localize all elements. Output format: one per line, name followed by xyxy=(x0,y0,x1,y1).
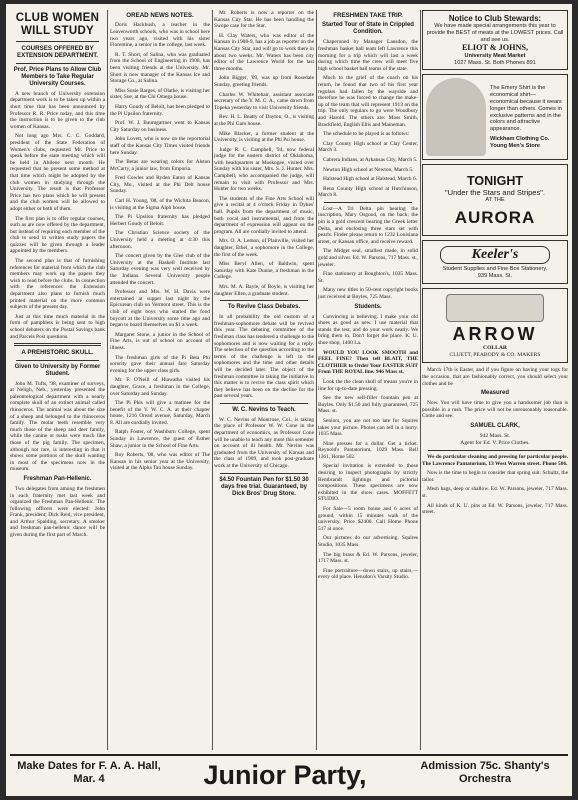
paragraph: A new branch of University extension department work is to be taken up within a short time that has been announced by Professor R. R. Price today, and this time the instruction is to be given to the club women of Kansas. xyxy=(10,90,105,130)
paragraph: In all probability the old custom of a freshman-sophomore debate will be revived this year. The debating committee of the freshman class has tendered a challenge to the sophomores and is now waiting for a reply. The selection of the question according to the terms of the challenge is left to the sophomores and the time and other details will be decided later. The object of the freshman committee in taking the initiative in this matter is to revive the class spirit which they believe has been on the decline for the past several years. xyxy=(214,314,314,400)
paragraph: Halstead High school at Halstead, March 6. xyxy=(323,176,418,183)
paragraph: Mesh bags, deep or shallow. Ed. W. Parsons, jeweler, 717 Mass. st. xyxy=(422,486,568,500)
paragraph: John M. Tufts, '98, examiner of surveys, at Neligh, Neb., yesterday presented the paleontological department with a nearly complete skull of an extinct animal called rhinoceros. The animal was about the size of a sheep and belonged to the rhinoceros family. The molar teeth resemble very much those of the sheep and deer family, while the canine or tusks were much like those of the pig family. The specimen, although not rare, is interesting in that it shows some portions of the skull wanting in most of the specimens now in the museum. xyxy=(10,380,105,473)
clark-agent: Agent for Ed. V. Price Clothes. xyxy=(460,440,530,447)
meat-market-subtitle: University Meat Market xyxy=(464,52,526,59)
paragraph: Mr. Roberts is now a reporter on the Kansas City Star. He has been handling the Swope case for the Star. xyxy=(214,10,314,30)
paragraph: The concert given by the Glee club of the University at the Haskell Institute last Saturday evening was very well received by the Indians. Several University people attended the concert. xyxy=(110,253,210,286)
classified: For Sale—5 room house and 6 acres of ground, within 15 minutes walk of the university. Price $2400. Call Home Phone 517 at once. xyxy=(318,506,418,532)
clark-address: 942 Mass. St. xyxy=(479,433,511,440)
paragraph: John Bigger, '09, was up from Rosedale Sunday, greeting friends. xyxy=(214,75,314,88)
paragraph: Margaret Stone, a junior in the School of Fine Arts, is out of school on account of illness. xyxy=(110,331,210,351)
banner-title: Junior Party, xyxy=(203,760,367,790)
paragraph: The Betas are wearing colors for Alston McCarty, a junior law, from Emporia. xyxy=(110,159,210,172)
headline-oread-news: OREAD NEWS NOTES. xyxy=(126,12,194,19)
clark-name: SAMUEL CLARK, xyxy=(470,423,520,430)
shirt-ad-text: The Emery Shirt is the economical shirt—economical because it wears longer than others. Comes in exclusive patterns and in the colors and attractive appearance. xyxy=(490,85,562,133)
paragraph: The freshman girls of the Pi Beta Phi sorority gave their annual fare Saturday evening for the upper class girls. xyxy=(110,354,210,374)
arrow-brand: ARROW xyxy=(452,324,538,345)
paragraph: The students of the Fine Arts School will give a recital at 4 o'clock Friday in Dykes' hall. Pupils from the department of music, both vocal and instrumental, and from the department of expression will appear on the program. All are cordially invited to attend. xyxy=(214,195,314,235)
paragraph: Professor and Mrs. W. H. Davis were entertained at supper last night by the Epicurean club on Vermont street. This is the club of eight boys who started the food boycott at the University some time ago and began to board themselves on $1 a week. xyxy=(110,289,210,329)
classified: Lost—A Tri Delta pin bearing the inscription, Mary Osgood, on the back; the pin is a gold crescent bearing the Greek letter Delta, and enclosing three stars set with pearls. Finder please return to 1232 Louisiana street, or Kansan office, and receive reward. xyxy=(318,205,418,245)
column-rule xyxy=(316,10,317,750)
paragraph: Two delegates from among the freshmen in each fraternity met last week and organized the Freshman Pan-Hellenic. The following officers were elected: John Frank, president; Dick Reid, vice president, and Arthur Spalding, secretary. A smoker and freshman pan-hellenic dance will be given during the first part of March. xyxy=(10,485,105,539)
classified-heading: Students. xyxy=(354,303,382,310)
paragraph: Mrs. O. A. Lemon, of Plainville, visited her daughter, Ethel, a sophomore in the College, the first of the week. xyxy=(214,238,314,258)
headline-panhellenic: Freshman Pan-Hellenic. xyxy=(23,475,92,482)
classified: Special invitation is extended to those desiring to inspect photographs by strictly Rembrandt lightings and pictorial compositions. These specimens are now exhibited in the show cases. MOFFETT STUDIO. xyxy=(318,463,418,503)
meat-market-ad xyxy=(422,10,568,70)
aurora-ad xyxy=(422,164,568,236)
paragraph: Roy Roberts, '08, who was editor of The Kansan in his senior year at the University, visited at the Alpha Tau house Sunday. xyxy=(110,452,210,472)
banner-right-text: Admission 75c. Shanty's Orchestra xyxy=(420,760,550,785)
divider xyxy=(16,360,99,361)
classified: Look the the clean skull of means you're in line for up-to-date pressing. xyxy=(318,378,418,392)
classified: WOULD YOU LOOK SMOOTH and FEEL FINE? Then tell BLAIT, THE CLOTHIER to Order Your EASTER SUIT From THE ROYAL line. 946 Mass st. xyxy=(318,349,418,376)
paragraph: Fred Cowles and Ryden Eaton of Kansas City, Mo., visited at the Phi Delt house Sunday. xyxy=(110,175,210,195)
column-1 xyxy=(10,10,105,542)
paragraph: John Lovett, who is now on the reportorial staff of the Kansas City Times visited friends here Sunday. xyxy=(110,136,210,156)
banner-left-text: Make Dates for F. A. A. Hall, Mar. 4 xyxy=(17,760,161,785)
headline-skull: A PREHISTORIC SKULL. xyxy=(21,349,94,357)
paragraph: The Pi Upsilon fraternity has pledged Herbert Goudy of Beloit. xyxy=(110,214,210,227)
divider xyxy=(14,343,101,346)
paragraph: Mrs. M. A. Bayle, of Boyle, is visiting her daughter Ellen, a graduate student. xyxy=(214,283,314,297)
headline-club-women: CLUB WOMEN WILL STUDY xyxy=(15,12,100,37)
paragraph: R. T. Short, of Salina, who was graduated from the School of Engineering in 1908, has been visiting friends at the University. Mr. Short is now manager of the Kansas Ice and Storage Co., at Salina. xyxy=(110,51,210,85)
paragraph: Miss Beryl Allen, of Baldwin, spent Saturday with Kate Dunne, a freshman in the College. xyxy=(214,261,314,281)
classified: The Midget seal, smallest made, in solid gold and silver. Ed. W. Parsons, 717 Mass. st., jeweler. xyxy=(318,248,418,268)
paragraph: The Christian Science society of the University held a meeting at 4:30 this afternoon. xyxy=(110,230,210,250)
measured-heading: Measured xyxy=(480,390,509,397)
eliot-johns-name: ELIOT & JOHNS, xyxy=(461,43,529,53)
column-4 xyxy=(318,10,418,584)
paragraph: Mike Blacker, a former student at the University, is visiting at the Phi Psi house. xyxy=(214,130,314,144)
deck: Given to University by Former Student. xyxy=(14,363,101,377)
paragraph: Carl H. Young, '08, of the Wichita Beacon, is visiting at the Sigma Alph house. xyxy=(110,198,210,211)
shirt-man-illustration xyxy=(426,78,486,156)
keelers-subtitle: Student Supplies and Fine Box Stationery. xyxy=(442,266,548,273)
column-rule xyxy=(107,10,108,750)
shirt-ad-store: Wickham Clothing Co. Young Men's Store xyxy=(490,135,550,149)
classified: The big brass & Ed. W. Parsons, jeweler, 1717 Mass. st. xyxy=(318,551,418,565)
arrow-maker: CLUETT, PEABODY & CO. MAKERS xyxy=(449,352,541,359)
divider xyxy=(220,300,308,301)
paragraph: Just at this time much material in the form of pamphlets is being sent to high school debaters on the Postal Savings bank and Parcels Post questions. xyxy=(10,313,105,340)
deck: Started Tour of State in Crippled Condition. xyxy=(322,22,414,36)
paragraph: Not long ago Mrs. C. C. Goddard, president of the State Federation of Women's clubs, requested Mr. Price to speak before the state meeting which will be held in Abilene next month. He requested that he present some method at that time which might be adopted by the club women in studying through the University. The result is that Professor Price has two plans which he will present and the club women will be allowed to adopt either or both of them. xyxy=(10,133,105,212)
paragraph: Miss Susie Barges, of Olathe, is visiting her sister, Sue, at the Chi Omega house. xyxy=(110,87,210,101)
arrow-collar-label: COLLAR xyxy=(483,345,507,352)
divider xyxy=(16,63,99,64)
paragraph: W. C. Nevins of Montrose, Col., is taking the place of Professor W. W. Cone in the department of economics, as Professor Cone will be unable to teach any more this semester on account of ill health. Mr. Nevins was graduated from the University of Kansas and the class of 1909, and took post-graduate work at the University of Chicago. xyxy=(214,416,314,470)
column-5-ads xyxy=(422,10,568,519)
paragraph: March 17th is Easter, and if you figure on having your togs for the occasion, that are fashionably correct, you should select your clothes and be xyxy=(422,367,568,387)
classified: Convincing is believing. I make your old shoes as good as new. I use material that stands the test, and do your work neatly. We bring them in. Don't forget the place. K. U. shoe shop, 1400 La. xyxy=(318,313,418,346)
arrow-collar-ad xyxy=(422,288,568,363)
paragraph: The Pi Phis will give a matinee for the benefit of the Y. W. C. A. at their chapter house, 1216 Oread avenue, Saturday, March 8. All are cordially invited. xyxy=(110,400,210,426)
paragraph: H. Clay Waters, who was editor of the Kansan in 1908-9, has a job as reporter on the Kansas City Star, and will go to work there in about two weeks. Mr. Waters has been city editor of the Lawrence World for the last three months. xyxy=(214,32,314,72)
keelers-ad xyxy=(422,240,568,284)
subhead: COURSES OFFERED BY EXTENSION DEPARTMENT. xyxy=(16,45,98,60)
headline-debates: To Revive Class Debates. xyxy=(227,304,301,311)
divider xyxy=(324,202,412,203)
classified: Many new titles in 50-cent copyright books just received at Boyles, 725 Mass. xyxy=(318,287,418,300)
paragraph: We do particular cleaning and pressing for particular people. The Lawrence Pantatorium, 13 West Warren street. Phone 506. xyxy=(422,454,568,467)
paragraph: Doris Hackbush, a teacher in the Leavenworth schools, who was in school here two years ago, visited with his sister Florentine, a senior in the college, last week. xyxy=(110,22,210,49)
column-2 xyxy=(110,10,210,475)
junior-party-banner xyxy=(10,754,568,794)
paragraph: Ralph Foster, of Washburn College, spent Sunday in Lawrence, the guest of Esther Shaw, a junior in the School of Fine Arts. xyxy=(110,429,210,449)
paragraph: Judge R. C. Campbell, '94, now federal judge for the eastern district of Oklahoma, with headquarters at Muskogee, visited over Sunday with his sister, Mrs. S. J. Hunter. Mrs. Campbell, who accompanied the judge, will remain to visit with Professor and Mrs. Hunter for two weeks. xyxy=(214,146,314,193)
paragraph: The first plan is to offer regular courses, such as are now offered by the department, but instead of requiring each member of the club to send in written study papers the quizzes will be given through a leader appointed by the members. xyxy=(10,215,105,255)
paragraph: The schedule to be played is as follows: xyxy=(323,131,410,138)
paragraph: The second plan is that of furnishing references for material from which the club members may work up the papers they wish to read before the clubs. In connection with the references the Extension department also plans to furnish much printed material on the more common subjects of the present day. xyxy=(10,258,105,311)
headline-freshmen-trip: FRESHMEN TAKE TRIP. xyxy=(333,12,403,19)
notice-title: Notice to Club Stewards: xyxy=(448,14,542,23)
headline-nevins: W. C. Nevins to Teach. xyxy=(232,406,296,413)
classified: Fine stationery at Boughton's, 1035 Mass. St. xyxy=(318,271,418,284)
paragraph: Reno County High school at Hutchinson, March 8. xyxy=(318,185,418,199)
paragraph: Clay County High school at Clay Center, March 3. xyxy=(318,140,418,154)
deck: Prof. Price Plans to Allow Club Members to Take Regular University Courses. xyxy=(13,66,102,87)
aurora-theater-name: AURORA xyxy=(454,208,536,228)
tonight-label: TONIGHT xyxy=(466,174,524,189)
meat-market-address: 1027 Mass. St. Both Phones 891 xyxy=(454,59,536,66)
paragraph: Now. You will have time to give you a handsomer job than is possible in a rush. The price will not be unreasonably reasonable. Come and see. xyxy=(422,400,568,420)
fountain-pen-ad: $4.50 Fountain Pen for $1.50 30 days free trial. Guaranteed, by Dick Bros' Drug Store. xyxy=(219,476,309,497)
classified: Our pictures do our advertising. Squires Studio, 1035 Mass. xyxy=(318,535,418,548)
paragraph: Chaperoned by Manager Lansdon, the freshman basket ball team left Lawrence this morning for a trip which will last a week during which time the crew will meet five high school basket ball teams of the state. xyxy=(318,39,418,72)
notice-body: We have made special arrangements this year to provide the BEST of meats at the LOWEST prices. Call and see us. xyxy=(426,23,564,43)
paragraph: Mr. F. O'Neill of Hiawatha visited his daughter, Grace, a freshman in the College, over Saturday and Sunday. xyxy=(110,377,210,397)
newspaper-page xyxy=(6,4,572,796)
at-the-label: AT THE xyxy=(485,197,505,204)
keelers-address: 939 Mass. St. xyxy=(477,273,513,280)
column-rule xyxy=(212,10,213,750)
paragraph: Much to the grief of the coach on his return, he found that two of his first year regulars had fallen by the wayside and therefore he was forced to change the make-up of the team that will represent 1913 on the trip. The only regulars to go were Woodbury and Harold. The others are: Moss Smith, Brackfield, English Ellis and Maineman. xyxy=(318,75,418,128)
paragraph: Charles W. Whitehair, assistant associate secretary of the Y. M. C. A., came down from Topeka yesterday to visit University friends. xyxy=(214,91,314,111)
classified: Nine presses for a dollar. Get a ticket. Reynold's Pantatorium, 1029 Mass. Bell 1361, Home 502. xyxy=(318,440,418,460)
paragraph: Cabrera Indians, at Arkansas City, March 5. xyxy=(323,156,418,163)
paragraph: Harry Goudy of Beloit, has been pledged to the Pi Upsilon fraternity. xyxy=(110,103,210,117)
paragraph: Rev. H. L. Beatty of Dayton, O., is visiting at the Phi Gam house. xyxy=(214,114,314,127)
paragraph: Prof. W. J. Baumgartner went to Kansas City Saturday on business. xyxy=(110,120,210,133)
emery-shirt-ad xyxy=(422,74,568,160)
divider xyxy=(220,403,308,404)
paragraph: All kinds of K. U. pins at Ed. W. Parsons, jeweler, 717 Mass. street. xyxy=(422,502,568,516)
classified: See the new self-filler fountain pen at Boyles. Only $1.50 and fully guaranteed, 725 Mass. st. xyxy=(318,395,418,415)
paragraph: Now is the time to begin to consider that spring suit. Schultz, the tailor. xyxy=(422,470,568,483)
paragraph: Newton High school at Newton, March 5. xyxy=(323,166,414,173)
divider xyxy=(16,41,99,42)
show-title: "Under the Stars and Stripes". xyxy=(445,188,545,198)
column-3 xyxy=(214,10,314,501)
collar-illustration xyxy=(446,294,544,322)
divider xyxy=(428,450,562,451)
classified: Seniors, you are not too late for Squires takes your picture. Photos can tell in a hurry. 1035 Mass. xyxy=(318,417,418,438)
keelers-logo: Keeler's xyxy=(440,246,550,264)
classified: Fine portraiture—down stairs, up stairs,—every old place. Hensdon's Varsity Studio. xyxy=(318,567,418,581)
divider xyxy=(220,473,308,474)
column-rule xyxy=(420,10,421,750)
